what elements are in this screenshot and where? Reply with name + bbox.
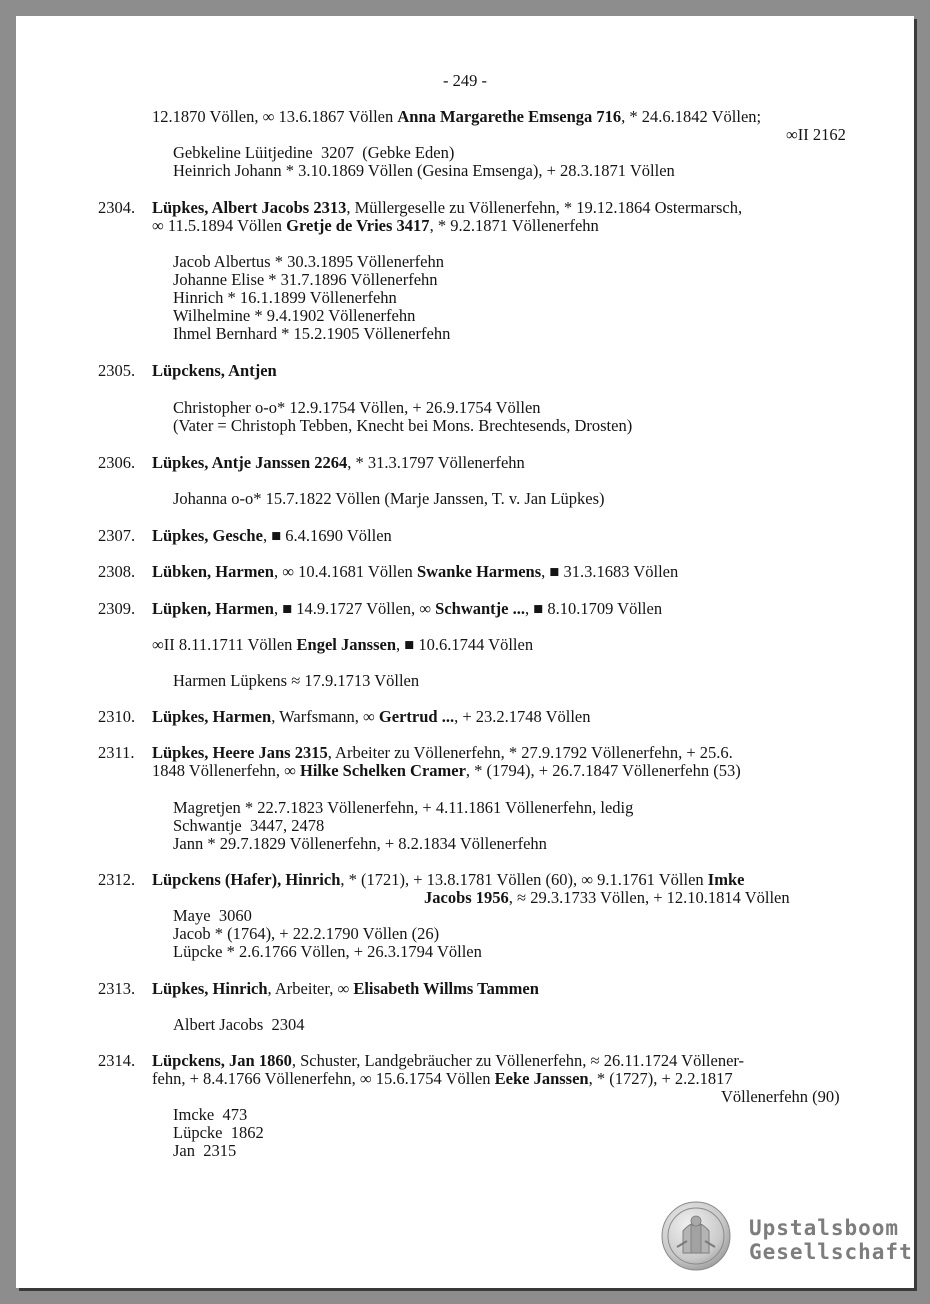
text-line: Imcke 473	[173, 1105, 248, 1124]
entry-number: 2306.	[98, 453, 136, 472]
text-line: Maye 3060	[173, 906, 252, 925]
text-line: Jacob Albertus * 30.3.1895 Völlenerfehn	[173, 252, 444, 271]
text-line: Lüpcke 1862	[173, 1123, 264, 1142]
text-line: Lüpkes, Gesche, ■ 6.4.1690 Völlen	[152, 526, 392, 545]
text-line: Schwantje 3447, 2478	[173, 816, 325, 835]
text-line: Lüpkes, Albert Jacobs 2313, Müllergeselle zu Völlenerfehn, * 19.12.1864 Ostermarsch,	[152, 198, 743, 217]
text-line: 1848 Völlenerfehn, ∞ Hilke Schelken Cramer, * (1794), + 26.7.1847 Völlenerfehn (53)	[152, 761, 741, 780]
text-line: Lüpken, Harmen, ■ 14.9.1727 Völlen, ∞ Schwantje ..., ■ 8.10.1709 Völlen	[152, 599, 663, 618]
page-number: - 249 -	[443, 71, 487, 90]
text-line: Johanne Elise * 31.7.1896 Völlenerfehn	[173, 270, 438, 289]
text-line: 12.1870 Völlen, ∞ 13.6.1867 Völlen Anna Margarethe Emsenga 716, * 24.6.1842 Völlen;	[152, 107, 762, 126]
text-line: Gebkeline Lüitjedine 3207 (Gebke Eden)	[173, 143, 455, 162]
text-line: Jann * 29.7.1829 Völlenerfehn, + 8.2.1834 Völlenerfehn	[173, 834, 547, 853]
text-line: Christopher o-o* 12.9.1754 Völlen, + 26.9.1754 Völlen	[173, 398, 541, 417]
text-line: Lübken, Harmen, ∞ 10.4.1681 Völlen Swanke Harmens, ■ 31.3.1683 Völlen	[152, 562, 679, 581]
entry-number: 2313.	[98, 979, 136, 998]
text-line: Völlenerfehn (90)	[721, 1087, 840, 1106]
text-line: ∞II 8.11.1711 Völlen Engel Janssen, ■ 10.6.1744 Völlen	[152, 635, 534, 654]
entry-number: 2311.	[98, 743, 135, 762]
text-line: Lüpckens (Hafer), Hinrich, * (1721), + 13.8.1781 Völlen (60), ∞ 9.1.1761 Völlen Imke	[152, 870, 745, 889]
text-line: Lüpkes, Harmen, Warfsmann, ∞ Gertrud ..., + 23.2.1748 Völlen	[152, 707, 591, 726]
society-watermark	[749, 1216, 913, 1264]
text-line: Lüpckens, Jan 1860, Schuster, Landgebräucher zu Völlenerfehn, ≈ 26.11.1724 Völlener-	[152, 1051, 745, 1070]
text-line: Heinrich Johann * 3.10.1869 Völlen (Gesina Emsenga), + 28.3.1871 Völlen	[173, 161, 675, 180]
text-line: Lüpkes, Antje Janssen 2264, * 31.3.1797 Völlenerfehn	[152, 453, 525, 472]
text-line: Jacobs 1956, ≈ 29.3.1733 Völlen, + 12.10.1814 Völlen	[424, 888, 790, 907]
entry-number: 2310.	[98, 707, 136, 726]
society-seal-icon	[661, 1201, 731, 1271]
entry-number: 2312.	[98, 870, 136, 889]
page-content	[16, 16, 914, 1288]
entry-number: 2305.	[98, 361, 136, 380]
text-line: Lüpcke * 2.6.1766 Völlen, + 26.3.1794 Völlen	[173, 942, 482, 961]
text-line: fehn, + 8.4.1766 Völlenerfehn, ∞ 15.6.1754 Völlen Eeke Janssen, * (1727), + 2.2.1817	[152, 1069, 733, 1088]
entry-number: 2314.	[98, 1051, 136, 1070]
text-line: ∞ 11.5.1894 Völlen Gretje de Vries 3417, * 9.2.1871 Völlenerfehn	[152, 216, 599, 235]
entry-number: 2307.	[98, 526, 136, 545]
text-line: Hinrich * 16.1.1899 Völlenerfehn	[173, 288, 397, 307]
entry-number: 2308.	[98, 562, 136, 581]
entry-number: 2309.	[98, 599, 136, 618]
text-line: Magretjen * 22.7.1823 Völlenerfehn, + 4.11.1861 Völlenerfehn, ledig	[173, 798, 634, 817]
text-line: Albert Jacobs 2304	[173, 1015, 305, 1034]
text-line: Jan 2315	[173, 1141, 237, 1160]
watermark-line-1: Upstalsboom	[749, 1216, 900, 1240]
watermark-line-2: Gesellschaft	[749, 1240, 913, 1264]
text-line: Jacob * (1764), + 22.2.1790 Völlen (26)	[173, 924, 440, 943]
text-line: Ihmel Bernhard * 15.2.1905 Völlenerfehn	[173, 324, 451, 343]
text-line: Wilhelmine * 9.4.1902 Völlenerfehn	[173, 306, 416, 325]
text-line: Lüpkes, Heere Jans 2315, Arbeiter zu Völlenerfehn, * 27.9.1792 Völlenerfehn, + 25.6.	[152, 743, 733, 762]
text-line: (Vater = Christoph Tebben, Knecht bei Mons. Brechtesends, Drosten)	[173, 416, 633, 435]
text-line: Lüpkes, Hinrich, Arbeiter, ∞ Elisabeth Willms Tammen	[152, 979, 539, 998]
text-line: Lüpckens, Antjen	[152, 361, 277, 380]
text-line: Johanna o-o* 15.7.1822 Völlen (Marje Janssen, T. v. Jan Lüpkes)	[173, 489, 605, 508]
text-line: ∞II 2162	[786, 125, 846, 144]
text-line: Harmen Lüpkens ≈ 17.9.1713 Völlen	[173, 671, 420, 690]
document-page	[16, 16, 914, 1288]
entry-number: 2304.	[98, 198, 136, 217]
